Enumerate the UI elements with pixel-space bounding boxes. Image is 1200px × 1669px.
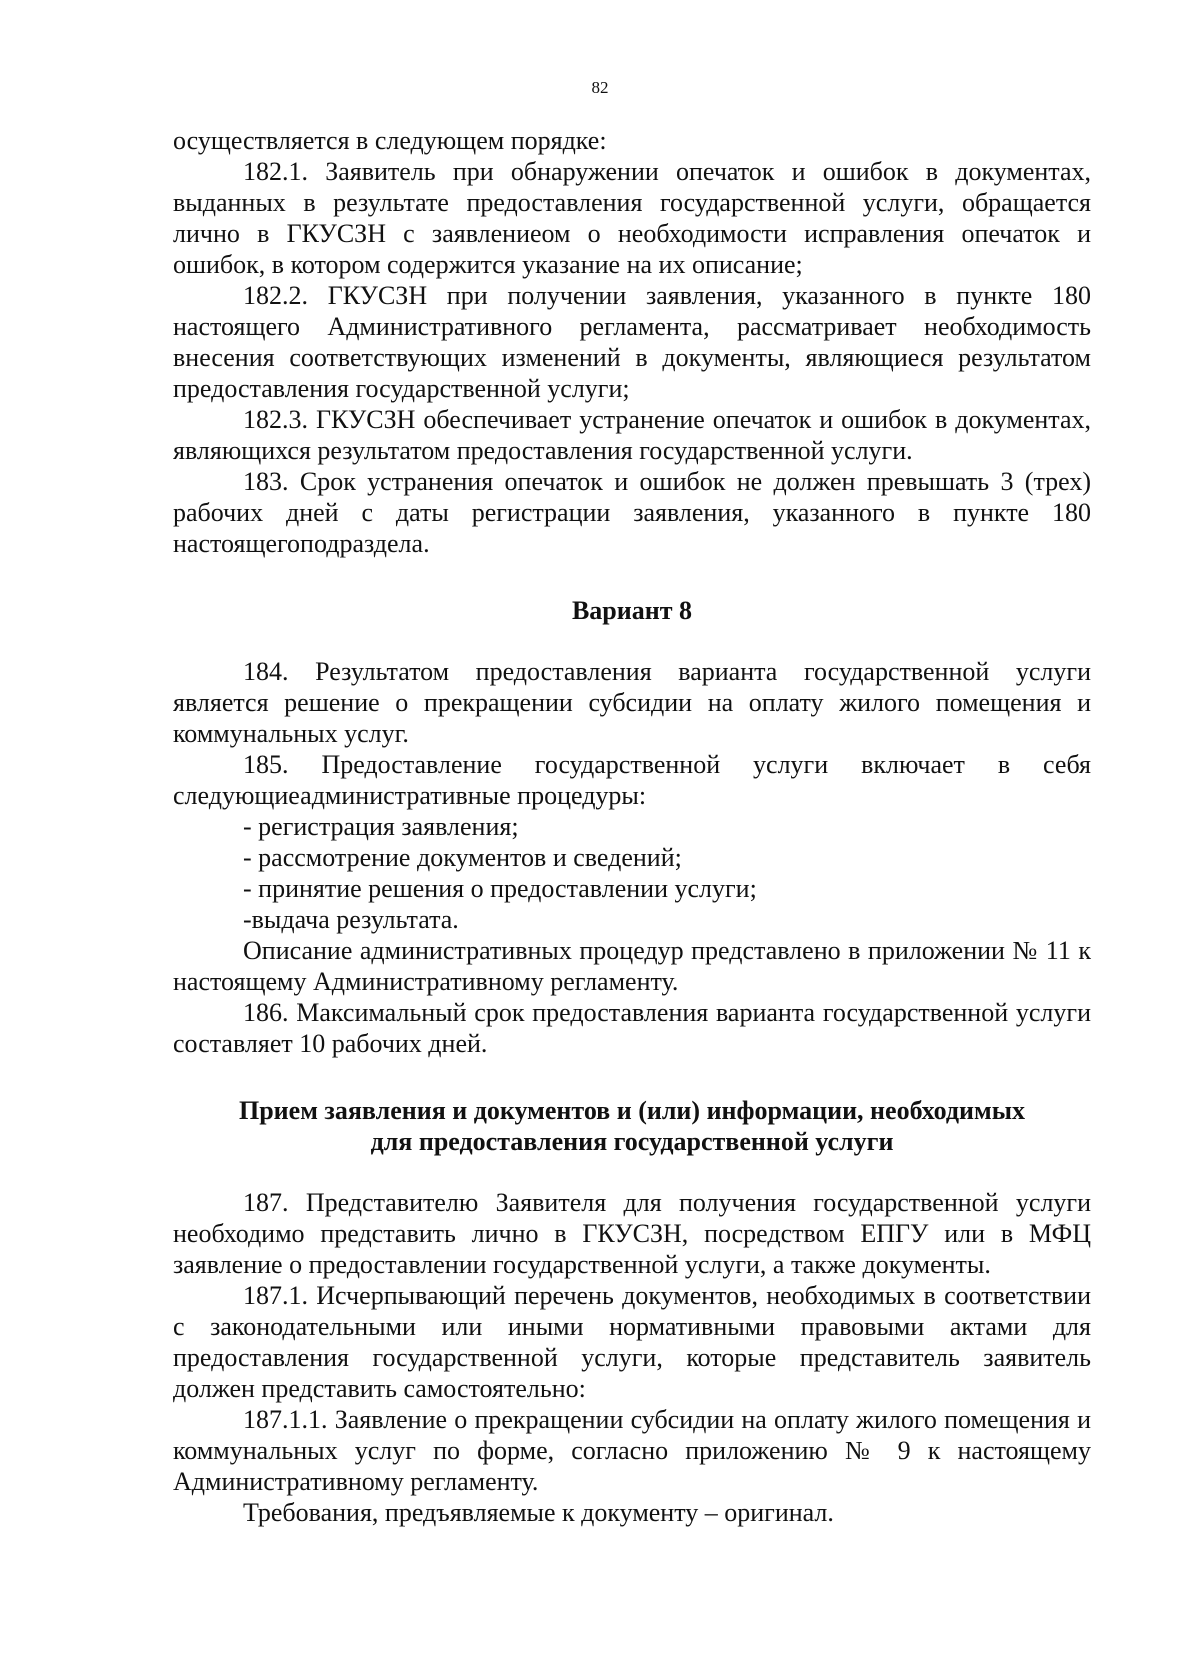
page-number: 82 [591,78,609,97]
paragraph-187: 187. Представителю Заявителя для получения государственной услуги необходимо представить лично в ГКУСЗН, посредством ЕПГУ или в МФЦ заявление о предоставлении государственной услуги, а также документы. [173,1188,1091,1279]
paragraph-182-1: 182.1. Заявитель при обнаружении опечаток и ошибок в документах, выданных в результате предоставления государственной услуги, обращается лично в ГКУСЗН с заявлениеом о необходимости исправления опечаток и ошибок, в котором содержится указание на их описание; [173,157,1091,279]
paragraph-186: 186. Максимальный срок предоставления варианта государственной услуги составляет 10 рабочих дней. [173,998,1091,1058]
section-heading-variant-8: Вариант 8 [571,596,693,625]
spacer [173,626,1091,656]
paragraph-182-3: 182.3. ГКУСЗН обеспечивает устранение опечаток и ошибок в документах, являющихся результатом предоставления государственной услуги. [173,405,1091,465]
procedure-item: - рассмотрение документов и сведений; [243,843,682,872]
spacer [173,1059,1091,1095]
paragraph-184: 184. Результатом предоставления варианта государственной услуги является решение о прекращении субсидии на оплату жилого помещения и коммунальных услуг. [173,657,1091,748]
spacer [173,559,1091,595]
document-body [173,125,1091,1528]
paragraph-procedures-description: Описание административных процедур представлено в приложении № 11 к настоящему Административному регламенту. [173,936,1091,996]
procedure-item: - регистрация заявления; [243,812,519,841]
paragraph-182-2: 182.2. ГКУСЗН при получении заявления, указанного в пункте 180 настоящего Административного регламента, рассматривает необходимость внесения соответствующих изменений в документы, являющиеся результатом предоставления государственной услуги; [173,281,1091,403]
spacer [173,1157,1091,1187]
subheading-line-2: для предоставления государственной услуги [370,1127,894,1156]
paragraph-187-1: 187.1. Исчерпывающий перечень документов, необходимых в соответствии с законодательными или иными нормативными правовыми актами для предоставления государственной услуги, которые представитель заявитель должен представить самостоятельно: [173,1281,1091,1403]
procedure-item: - принятие решения о предоставлении услуги; [243,874,757,903]
procedure-item: -выдача результата. [243,905,459,934]
paragraph-intro: осуществляется в следующем порядке: [173,126,607,155]
paragraph-requirements: Требования, предъявляемые к документу – оригинал. [243,1498,834,1527]
subheading-line-1: Прием заявления и документов и (или) информации, необходимых [238,1096,1025,1125]
paragraph-185: 185. Предоставление государственной услуги включает в себя следующиеадминистративные процедуры: [173,750,1091,810]
paragraph-183: 183. Срок устранения опечаток и ошибок не должен превышать 3 (трех) рабочих дней с даты регистрации заявления, указанного в пункте 180 настоящегоподраздела. [173,467,1091,558]
paragraph-187-1-1: 187.1.1. Заявление о прекращении субсидии на оплату жилого помещения и коммунальных услуг по форме, согласно приложению № 9 к настоящему Административному регламенту. [173,1405,1091,1496]
